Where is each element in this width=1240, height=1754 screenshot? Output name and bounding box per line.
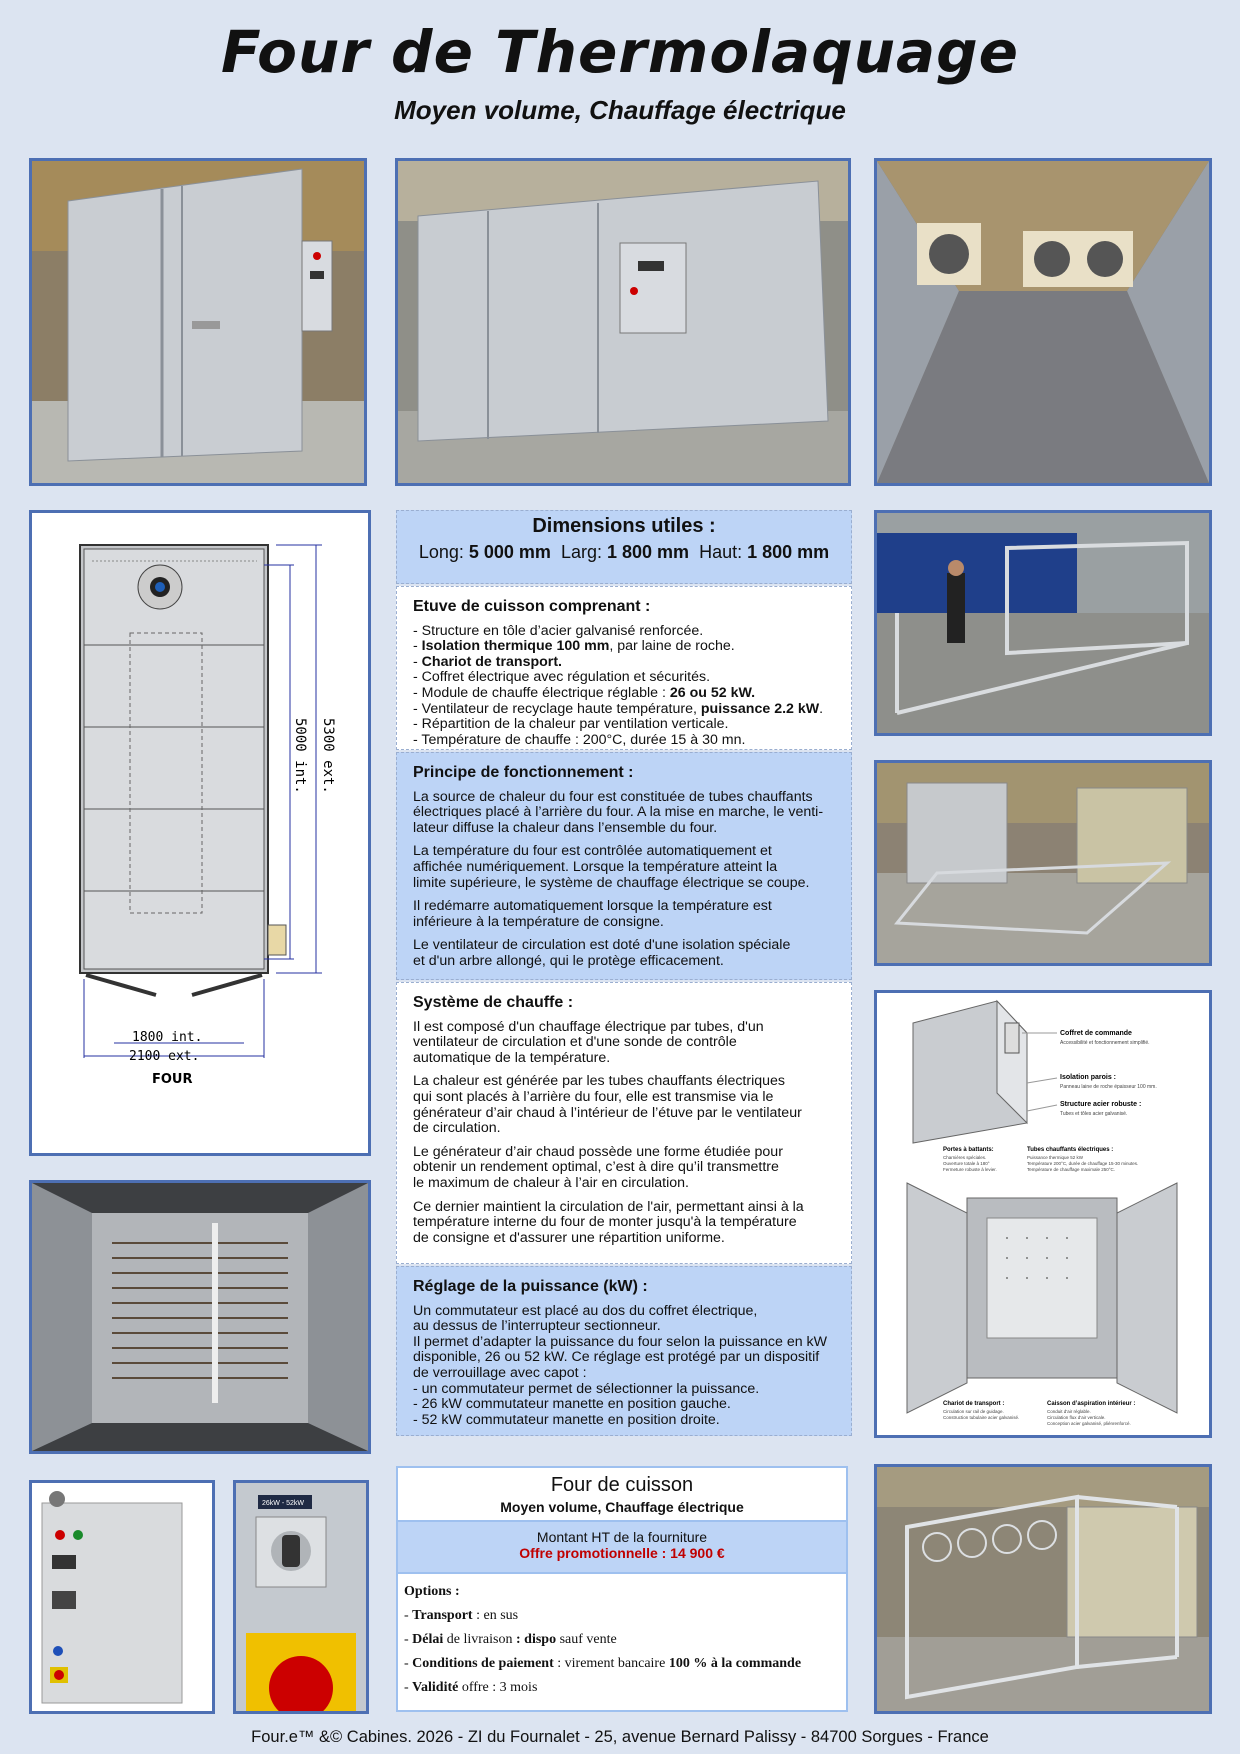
price-offer: Offre promotionnelle : 14 900 € — [519, 1545, 725, 1561]
drawing-width-int: 1800 int. — [132, 1030, 203, 1045]
dimensions-title: Dimensions utiles : — [532, 515, 716, 537]
callout-chariot-text: Construction tubulaire acier galvanisé. — [943, 1415, 1020, 1420]
price-montant: Montant HT de la fourniture — [536, 1529, 708, 1545]
reglage-line: - 52 kW commutateur manette en position droite. — [413, 1411, 720, 1428]
callout-coffret: Coffret de commande — [1060, 1030, 1132, 1037]
principe-paragraph: La source de chaleur du four est constituée de tubes chauffants électriques placé à l’arrière du four. A la mise en marche, le venti- lateur diffuse la chaleur dans l’ensemble du four. — [413, 788, 824, 836]
reglage-line: de verrouillage avec capot : — [413, 1364, 587, 1381]
reglage-line: - un commutateur permet de sélectionner la puissance. — [413, 1380, 760, 1397]
price-amount — [398, 1522, 846, 1574]
callout-tubes-text: Température de chauffage maximale 250°C. — [1027, 1167, 1116, 1172]
reglage-line: disponible, 26 ou 52 kW. Ce réglage est protégé par un dispositif — [413, 1349, 820, 1366]
callout-chariot-text: Circulation sur rail de guidage. — [943, 1409, 1004, 1414]
switch-label: 26kW - 52kW — [262, 1500, 305, 1507]
callout-isolation: Isolation parois : — [1060, 1074, 1117, 1081]
callout-caisson: Caisson d’aspiration intérieur : — [1047, 1401, 1136, 1407]
photo-control-box — [29, 1480, 215, 1714]
reglage-line: Il permet d’adapter la puissance du four selon la puissance en kW — [413, 1333, 828, 1350]
callout-portes: Portes à battants: — [943, 1147, 994, 1153]
callout-isolation-text: Panneau laine de roche épaisseur 100 mm. — [1060, 1084, 1157, 1090]
principe-paragraph: Il redémarre automatiquement lorsque la température est inférieure à la température de consigne. — [413, 898, 772, 930]
price-options — [398, 1574, 846, 1706]
option-item: - Validité offre : 3 mois — [404, 1680, 538, 1695]
option-item: - Transport : en sus — [404, 1608, 519, 1623]
callout-caisson-text: Circulation flux d’air verticale. — [1047, 1415, 1106, 1420]
drawing-dim-int: 5000 int. — [292, 718, 308, 794]
drawing-label: FOUR — [152, 1072, 193, 1087]
price-box — [396, 1466, 848, 1712]
systeme-paragraph: Ce dernier maintient la circulation de l'air, permettant ainsi à la température interne du four de monter jusqu'à la température de consigne et d'assurer une répartition uniforme. — [413, 1198, 804, 1246]
callout-portes-text: Ouverture totale à 180° — [943, 1161, 990, 1166]
etuve-line: - Température de chauffe : 200°C, durée 15 à 30 mn. — [413, 731, 746, 748]
annotated-diagram — [874, 990, 1212, 1438]
drawing-width-ext: 2100 ext. — [129, 1049, 200, 1064]
systeme-title: Système de chauffe : — [413, 994, 574, 1011]
callout-caisson-text: Conception acier galvanisé, pliénrenforcé. — [1047, 1421, 1131, 1426]
photo-cart-operator — [874, 510, 1212, 736]
principe-section — [396, 752, 852, 980]
page-subtitle: Moyen volume, Chauffage électrique — [394, 95, 846, 125]
dim-haut-value: 1 800 mm — [747, 541, 830, 562]
reglage-line: Un commutateur est placé au dos du coffret électrique, — [413, 1302, 758, 1319]
dim-long-label: Long: — [418, 541, 464, 562]
dim-long-value: 5 000 mm — [468, 541, 551, 562]
price-header — [398, 1468, 846, 1522]
technical-drawing — [29, 510, 371, 1156]
systeme-paragraph: La chaleur est générée par les tubes chauffants électriques qui sont placés à l’arrière du four, elle est transmise via le générateur d’air chaud à l’intérieur de l’étuve par le ventilateur de circulation. — [413, 1073, 802, 1137]
callout-tubes: Tubes chauffants électriques : — [1027, 1147, 1114, 1153]
etuve-line: - Coffret électrique avec régulation et sécurités. — [413, 669, 711, 686]
reglage-title: Réglage de la puissance (kW) : — [413, 1278, 648, 1295]
reglage-line: au dessus de l’interrupteur sectionneur. — [413, 1318, 661, 1335]
etuve-line: - Ventilateur de recyclage haute température, puissance 2.2 kW. — [413, 700, 824, 717]
callout-tubes-text: Puissance thermique 52 kW — [1027, 1155, 1084, 1160]
dim-larg-value: 1 800 mm — [607, 541, 690, 562]
drawing-dim-ext: 5300 ext. — [320, 718, 336, 794]
callout-structure: Structure acier robuste : — [1060, 1101, 1142, 1108]
dimensions-box — [396, 510, 852, 584]
photo-heating-tubes — [29, 1180, 371, 1454]
etuve-line: - Isolation thermique 100 mm, par laine de roche. — [413, 638, 735, 655]
callout-tubes-text: Température 200°C, durée de chauffage 15-30 minutes. — [1027, 1161, 1139, 1166]
photo-cart-with-fans — [874, 1464, 1212, 1714]
price-title: Four de cuisson — [550, 1474, 694, 1496]
callout-coffret-text: Accessibilité et fonctionnement simplifié. — [1060, 1040, 1150, 1046]
etuve-line: - Structure en tôle d’acier galvanisé renforcée. — [413, 622, 704, 639]
option-item: - Conditions de paiement : virement bancaire 100 % à la commande — [404, 1656, 802, 1671]
option-item: - Délai de livraison : dispo sauf vente — [404, 1632, 617, 1647]
callout-portes-text: Charnières spéciales. — [943, 1155, 987, 1160]
callout-structure-text: Tubes et tôles acier galvanisé. — [1060, 1111, 1128, 1117]
photo-oven-front — [29, 158, 367, 486]
dimensions-values — [397, 541, 851, 562]
price-subtitle: Moyen volume, Chauffage électrique — [500, 1499, 744, 1515]
etuve-line: - Répartition de la chaleur par ventilation verticale. — [413, 716, 729, 733]
dim-haut-label: Haut: — [699, 541, 743, 562]
etuve-title: Etuve de cuisson comprenant : — [413, 598, 651, 615]
photo-oven-side — [395, 158, 851, 486]
photo-oven-interior-fans — [874, 158, 1212, 486]
systeme-paragraph: Il est composé d'un chauffage électrique par tubes, d'un ventilateur de circulation et d'une sonde de contrôle automatique de la température. — [413, 1018, 764, 1066]
photo-cart-workshop — [874, 760, 1212, 966]
dim-larg-label: Larg: — [560, 541, 602, 562]
callout-chariot: Chariot de transport : — [943, 1401, 1005, 1407]
principe-paragraph: La température du four est contrôlée automatiquement et affichée numériquement. Lorsque la température atteint la limite supérieure, le système de chauffage électrique se coupe. — [413, 843, 810, 891]
callout-caisson-text: Conduit d’air réglable. — [1047, 1409, 1091, 1414]
reglage-section — [396, 1266, 852, 1436]
reglage-line: - 26 kW commutateur manette en position gauche. — [413, 1396, 731, 1413]
photo-power-switch — [233, 1480, 369, 1714]
principe-paragraph: Le ventilateur de circulation est doté d'une isolation spéciale et d'un arbre allongé, qui le protège efficacement. — [413, 937, 791, 969]
options-title: Options : — [404, 1584, 460, 1599]
systeme-paragraph: Le générateur d’air chaud possède une forme étudiée pour obtenir un rendement optimal, c’est à dire qu’il transmettre le maximum de chaleur à l’air en circulation. — [413, 1143, 783, 1191]
etuve-line: - Module de chauffe électrique réglable : 26 ou 52 kW. — [413, 684, 756, 701]
page-title: Four de Thermolaquage — [221, 18, 1019, 86]
etuve-line: - Chariot de transport. — [413, 653, 562, 670]
principe-title: Principe de fonctionnement : — [413, 764, 634, 781]
callout-portes-text: Fermeture robuste à levier. — [943, 1167, 997, 1172]
etuve-section — [396, 586, 852, 750]
systeme-section — [396, 982, 852, 1264]
footer: Four.e™ &© Cabines. 2026 - ZI du Fournalet - 25, avenue Bernard Palissy - 84700 Sorgues - France — [251, 1728, 989, 1746]
